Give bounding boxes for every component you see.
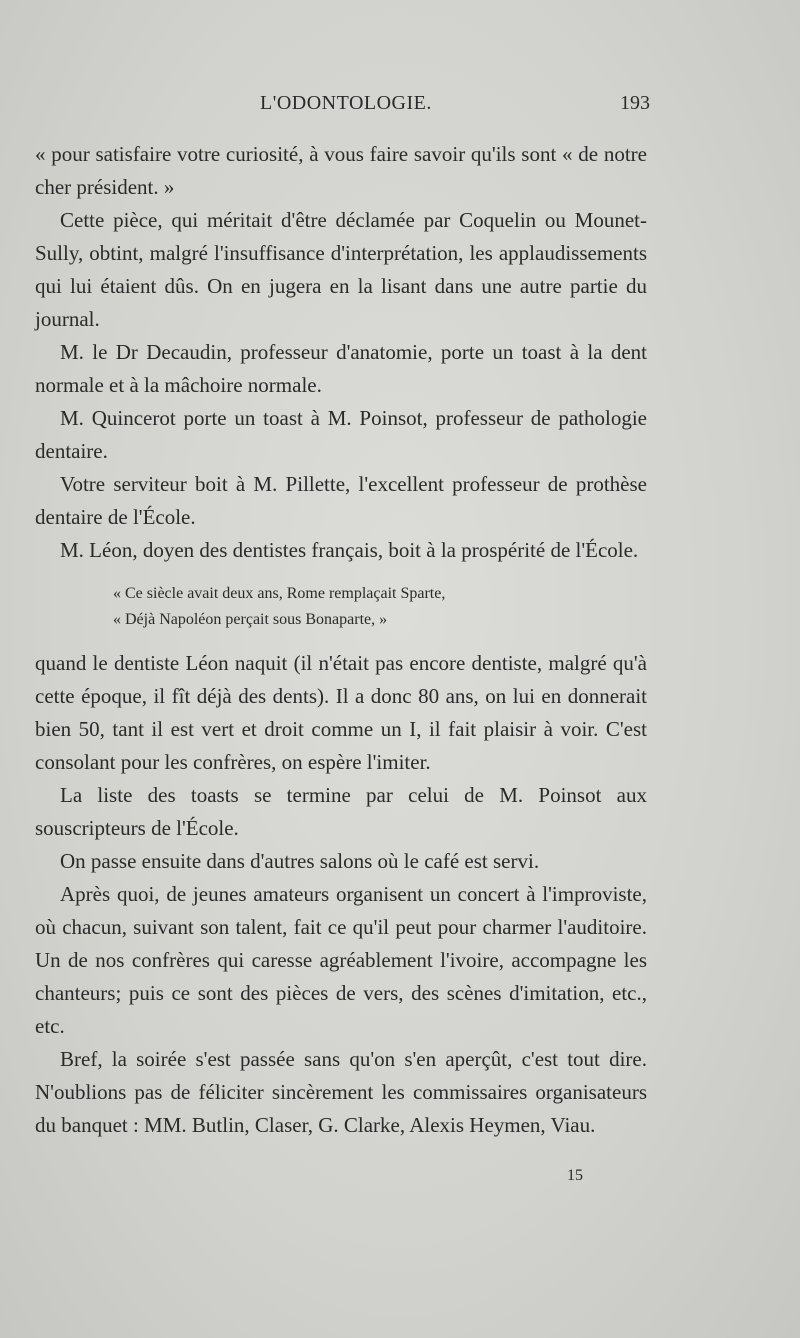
- paragraph: M. Quincerot porte un toast à M. Poinsot, professeur de pathologie dentaire.: [35, 406, 647, 463]
- paragraph: M. Léon, doyen des dentistes français, boit à la prospérité de l'École.: [60, 538, 639, 562]
- verse-quote: [35, 581, 647, 633]
- paragraph: « pour satisfaire votre curiosité, à vous faire savoir qu'ils sont « de notre cher président. »: [35, 142, 647, 199]
- page-number: 193: [620, 92, 650, 114]
- running-title: L'ODONTOLOGIE.: [260, 92, 432, 114]
- paragraph: La liste des toasts se termine par celui de M. Poinsot aux souscripteurs de l'École.: [35, 783, 647, 840]
- paragraph: M. le Dr Decaudin, professeur d'anatomie, porte un toast à la dent normale et à la mâchoire normale.: [35, 340, 647, 397]
- paragraph: Bref, la soirée s'est passée sans qu'on s'en aperçût, c'est tout dire. N'oublions pas de féliciter sincèrement les commissaires organisateurs du banquet : MM. Butlin, Claser, G. Clarke, Alexis Heymen, Viau.: [35, 1047, 647, 1137]
- paragraph: quand le dentiste Léon naquit (il n'était pas encore dentiste, malgré qu'à cette époque, il fît déjà des dents). Il a donc 80 ans, on lui en donnerait bien 50, tant il est vert et droit comme un I, il fait plaisir à voir. C'est consolant pour les confrères, on espère l'imiter.: [35, 651, 647, 774]
- paragraph: On passe ensuite dans d'autres salons où le café est servi.: [60, 849, 540, 873]
- verse-line: « Ce siècle avait deux ans, Rome remplaçait Sparte,: [113, 585, 446, 602]
- paragraph: Votre serviteur boit à M. Pillette, l'excellent professeur de prothèse dentaire de l'École.: [35, 472, 647, 529]
- running-header: [50, 92, 650, 128]
- verse-line: « Déjà Napoléon perçait sous Bonaparte, »: [113, 611, 388, 628]
- paragraph: Cette pièce, qui méritait d'être déclamée par Coquelin ou Mounet-Sully, obtint, malgré l'insuffisance d'interprétation, les applaudissements qui lui étaient dûs. On en jugera en la lisant dans une autre partie du journal.: [35, 208, 647, 331]
- body-text: [35, 138, 647, 1142]
- signature-mark: 15: [567, 1167, 583, 1184]
- paragraph: Après quoi, de jeunes amateurs organisent un concert à l'improviste, où chacun, suivant son talent, fait ce qu'il peut pour charmer l'auditoire. Un de nos confrères qui caresse agréablement l'ivoire, accompagne les chanteurs; puis ce sont des pièces de vers, des scènes d'imitation, etc., etc.: [35, 882, 647, 1038]
